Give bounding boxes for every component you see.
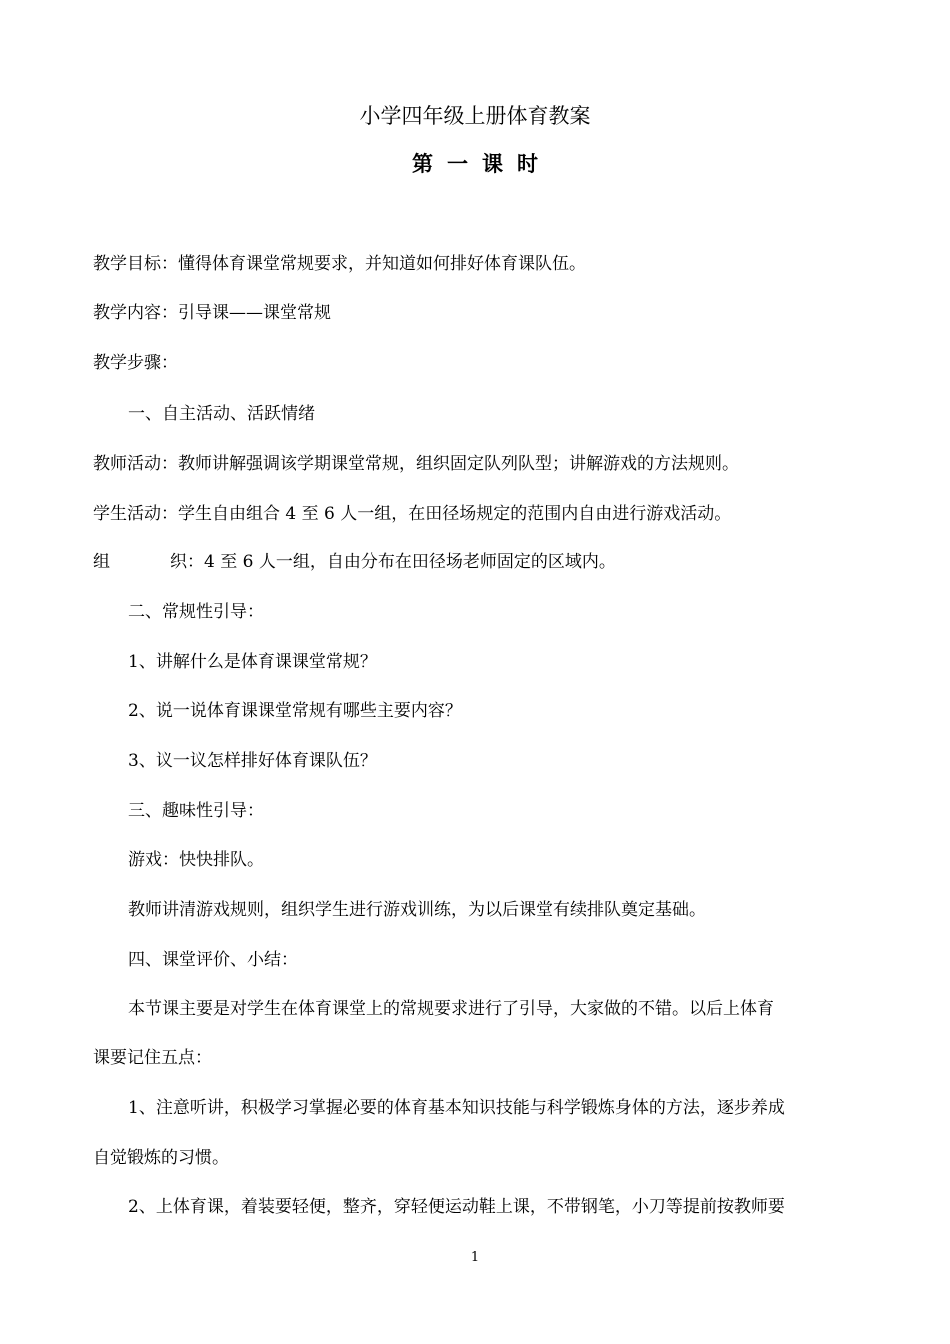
- game-description: 教师讲清游戏规则，组织学生进行游戏训练，为以后课堂有续排队奠定基础。: [128, 900, 706, 920]
- point-2-line-1: 2、上体育课，着装要轻便，整齐，穿轻便运动鞋上课，不带钢笔，小刀等提前按教师要: [128, 1197, 785, 1217]
- organization-label-start: 组: [93, 552, 110, 572]
- student-activity-line: 学生活动：学生自由组合 4 至 6 人一组，在田径场规定的范围内自由进行游戏活动。: [93, 504, 732, 524]
- organization-label-end: 织：: [170, 552, 204, 572]
- page-number: 1: [470, 1250, 480, 1265]
- summary-line-2: 课要记住五点：: [93, 1048, 212, 1068]
- objective-line: 教学目标：懂得体育课堂常规要求，并知道如何排好体育课队伍。: [93, 254, 586, 274]
- point-1-line-2: 自觉锻炼的习惯。: [93, 1148, 229, 1168]
- teacher-activity-line: 教师活动：教师讲解强调该学期课堂常规，组织固定队列队型；讲解游戏的方法规则。: [93, 454, 739, 474]
- document-title: 小学四年级上册体育教案: [359, 104, 591, 128]
- section-heading-4: 四、课堂评价、小结：: [128, 950, 298, 970]
- question-3: 3、议一议怎样排好体育课队伍？: [128, 751, 377, 771]
- game-line: 游戏：快快排队。: [128, 850, 264, 870]
- section-heading-3: 三、趣味性引导：: [128, 801, 264, 821]
- steps-label: 教学步骤：: [93, 353, 178, 373]
- organization-line: [93, 550, 616, 574]
- organization-text: 4 至 6 人一组，自由分布在田径场老师固定的区域内。: [204, 552, 616, 572]
- question-1: 1、讲解什么是体育课课堂常规？: [128, 652, 377, 672]
- section-heading-1: 一、自主活动、活跃情绪: [128, 404, 315, 424]
- summary-line-1: 本节课主要是对学生在体育课堂上的常规要求进行了引导，大家做的不错。以后上体育: [128, 999, 774, 1019]
- question-2: 2、说一说体育课课堂常规有哪些主要内容？: [128, 701, 462, 721]
- point-1-line-1: 1、注意听讲，积极学习掌握必要的体育基本知识技能与科学锻炼身体的方法，逐步养成: [128, 1098, 785, 1118]
- section-heading-2: 二、常规性引导：: [128, 602, 264, 622]
- lesson-heading: 第一课时: [412, 152, 552, 176]
- content-line: 教学内容：引导课——课堂常规: [93, 303, 331, 323]
